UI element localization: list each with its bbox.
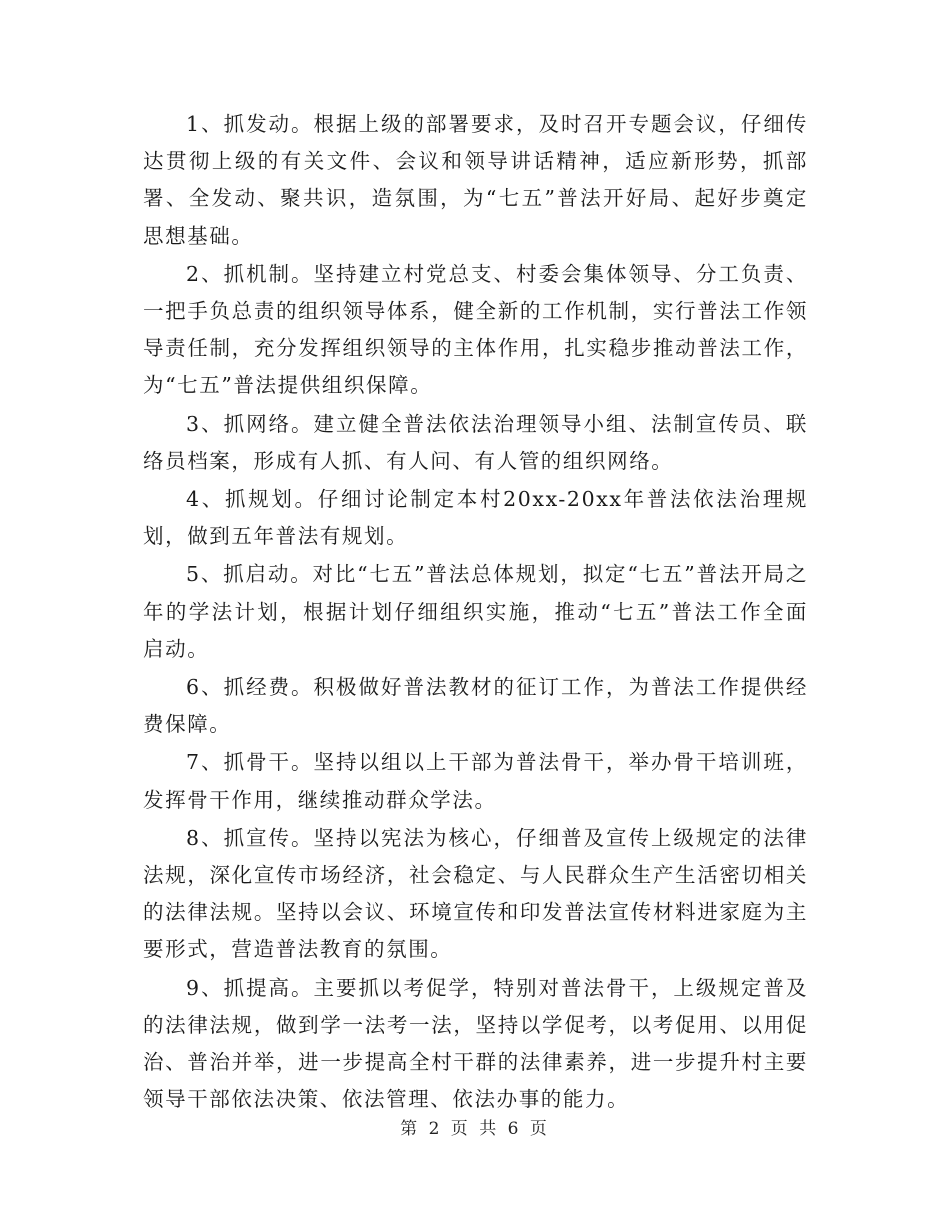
- paragraph-1: 1、抓发动。根据上级的部署要求，及时召开专题会议，仔细传达贯彻上级的有关文件、会议和领导讲话精神，适应新形势，抓部署、全发动、聚共识，造氛围，为“七五”普法开好局、起好步奠定思想基础。: [143, 112, 808, 248]
- paragraph-9: 9、抓提高。主要抓以考促学，特别对普法骨干，上级规定普及的法律法规，做到学一法考一法，坚持以学促考，以考促用、以用促治、普治并举，进一步提高全村干群的法律素养，进一步提升村主要领导干部依法决策、依法管理、依法办事的能力。: [143, 975, 808, 1112]
- paragraph-5: 5、抓启动。对比“七五”普法总体规划，拟定“七五”普法开局之年的学法计划，根据计划仔细组织实施，推动“七五”普法工作全面启动。: [143, 562, 808, 661]
- paragraph-2: 2、抓机制。坚持建立村党总支、村委会集体领导、分工负责、一把手负总责的组织领导体系，健全新的工作机制，实行普法工作领导责任制，充分发挥组织领导的主体作用，扎实稳步推动普法工作，为“七五”普法提供组织保障。: [143, 261, 808, 398]
- paragraph-7: 7、抓骨干。坚持以组以上干部为普法骨干，举办骨干培训班，发挥骨干作用，继续推动群众学法。: [143, 750, 808, 812]
- document-body: [143, 106, 808, 1119]
- paragraph-3: 3、抓网络。建立健全普法依法治理领导小组、法制宣传员、联络员档案，形成有人抓、有人问、有人管的组织网络。: [143, 411, 808, 473]
- paragraph-8: 8、抓宣传。坚持以宪法为核心，仔细普及宣传上级规定的法律法规，深化宣传市场经济，社会稳定、与人民群众生产生活密切相关的法律法规。坚持以会议、环境宣传和印发普法宣传材料进家庭为主要形式，营造普法教育的氛围。: [143, 825, 808, 962]
- page-number-footer: 第 2 页 共 6 页: [400, 1119, 550, 1139]
- paragraph-4: 4、抓规划。仔细讨论制定本村20xx-20xx年普法依法治理规划，做到五年普法有规划。: [143, 487, 808, 549]
- paragraph-6: 6、抓经费。积极做好普法教材的征订工作，为普法工作提供经费保障。: [143, 675, 808, 737]
